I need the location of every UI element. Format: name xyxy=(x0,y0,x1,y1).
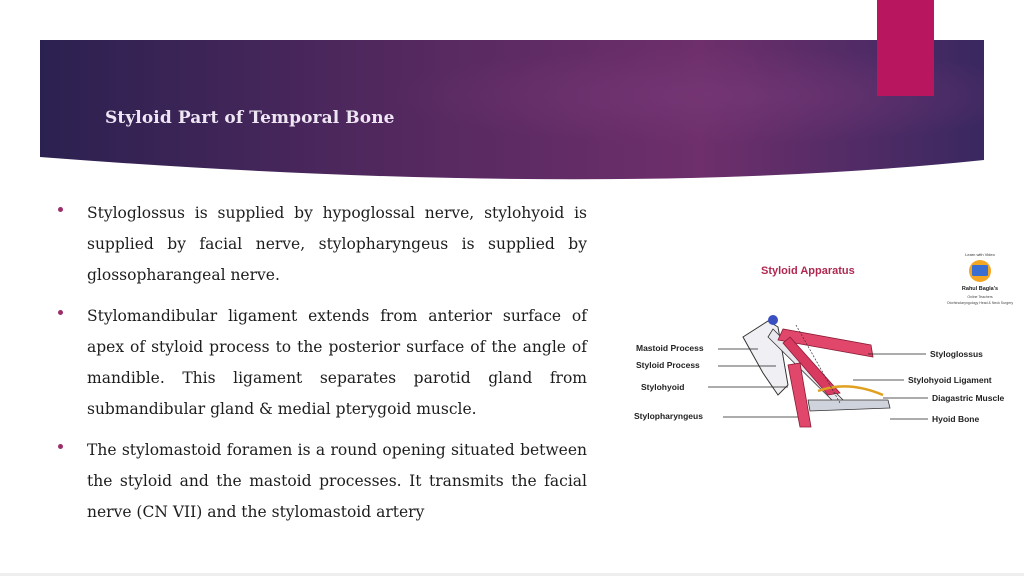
logo-line-1: Learn with Video xyxy=(965,252,995,257)
logo-name: Rahul Bagla's xyxy=(961,286,999,292)
anatomy-illustration xyxy=(743,315,890,427)
slide-title: Styloid Part of Temporal Bone xyxy=(105,108,395,128)
bullet-item xyxy=(55,435,587,528)
bullet-text: Styloglossus is supplied by hypoglossal nerve, stylohyoid is supplied by facial nerve, stylopharyngeus is supplied by glossopharangeal nerve. xyxy=(87,204,587,284)
label-styloid-process: Styloid Process xyxy=(636,360,700,370)
bullet-text: The stylomastoid foramen is a round opening situated between the styloid and the mastoid processes. It transmits the facial nerve (CN VII) and the stylomastoid artery xyxy=(87,441,587,521)
bullet-text: Stylomandibular ligament extends from anterior surface of apex of styloid process to the posterior surface of the angle of mandible. This ligament separates parotid gland from submandibular gland & medial pterygoid muscle. xyxy=(87,307,587,418)
logo-line-3: Online Teachers xyxy=(967,295,993,299)
label-stylohyoid: Stylohyoid xyxy=(641,382,685,392)
label-diagastric-muscle: Diagastric Muscle xyxy=(932,393,1005,403)
bullet-item xyxy=(55,198,587,291)
label-stylohyoid-ligament: Stylohyoid Ligament xyxy=(908,375,992,385)
label-stylopharyngeus: Stylopharyngeus xyxy=(634,411,703,421)
labels-right xyxy=(853,349,1005,424)
title-banner xyxy=(0,0,1024,200)
figure-title: Styloid Apparatus xyxy=(761,265,855,277)
label-hyoid-bone: Hyoid Bone xyxy=(932,414,980,424)
bullet-dot-icon xyxy=(58,444,63,449)
bullet-item xyxy=(55,301,587,425)
bullet-dot-icon xyxy=(58,207,63,212)
logo-laptop-icon xyxy=(972,265,988,276)
bullet-list xyxy=(55,198,587,538)
logo-line-4: Otorhinolaryngology Head & Neck Surgery xyxy=(946,301,1014,305)
brand-logo xyxy=(947,252,1013,305)
label-mastoid-process: Mastoid Process xyxy=(636,343,704,353)
accent-tab xyxy=(877,0,934,96)
nerve-marker-icon xyxy=(768,315,778,325)
bullet-dot-icon xyxy=(58,310,63,315)
label-styloglossus: Styloglossus xyxy=(930,349,983,359)
hyoid-bone xyxy=(808,400,890,411)
styloid-apparatus-figure xyxy=(628,245,1020,435)
